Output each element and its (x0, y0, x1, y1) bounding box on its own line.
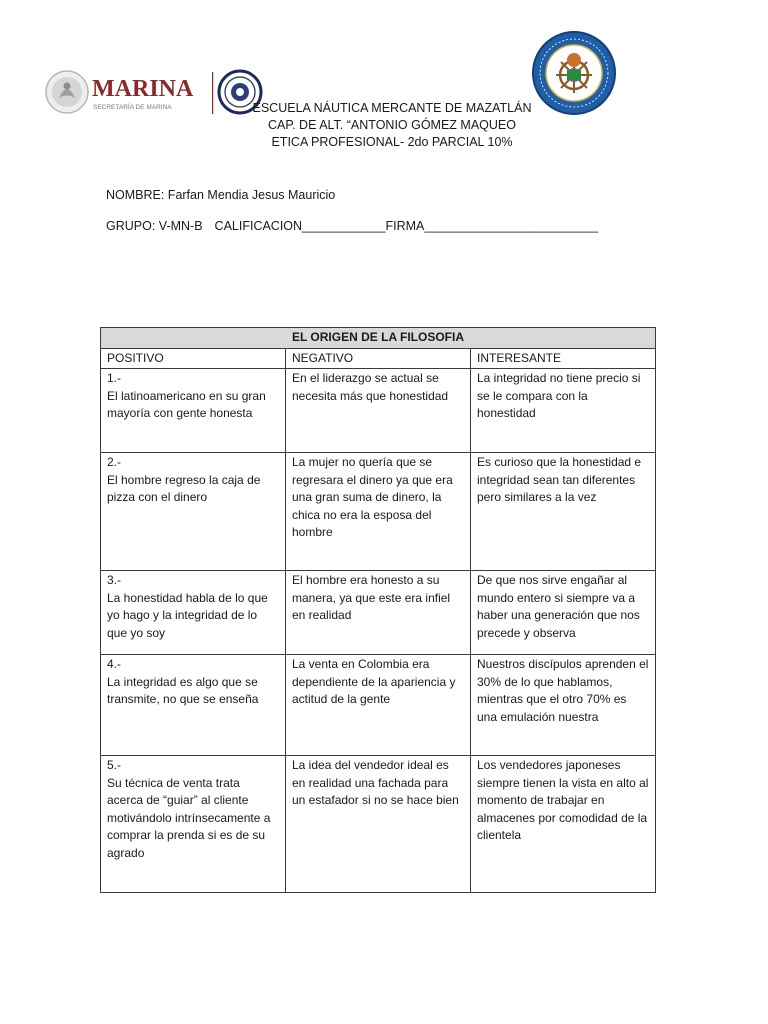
table-title: EL ORIGEN DE LA FILOSOFIA (101, 328, 656, 349)
cell-interesante: Nuestros discípulos aprenden el 30% de lo que hablamos, mientras que el otro 70% es una emulación nuestra (471, 655, 656, 756)
group-field: GRUPO: V-MN-B (106, 219, 203, 233)
student-fields (106, 188, 598, 233)
document-header (238, 100, 546, 151)
table-row (101, 655, 656, 756)
positivo-text: La integridad es algo que se transmite, no que se enseña (107, 674, 259, 706)
marina-wordmark: MARINA (92, 76, 194, 102)
cell-positivo (101, 655, 286, 756)
cell-positivo (101, 453, 286, 571)
cell-interesante: De que nos sirve engañar al mundo entero si siempre va a haber una generación que nos precede y observa (471, 571, 656, 655)
table-row (101, 571, 656, 655)
cell-interesante: Es curioso que la honestidad e integridad sean tan diferentes pero similares a la vez (471, 453, 656, 571)
table-row (101, 453, 656, 571)
table-row (101, 756, 656, 893)
table-row (101, 369, 656, 453)
national-eagle-emblem-icon (46, 71, 88, 113)
marina-logo (42, 68, 267, 120)
row-number: 4.- (107, 657, 122, 671)
positivo-text: La honestidad habla de lo que yo hago y la integridad de lo que yo soy (107, 590, 268, 640)
cell-positivo (101, 369, 286, 453)
group-grade-signature-line (106, 219, 598, 233)
cell-positivo (101, 756, 286, 893)
positivo-text: Su técnica de venta trata acerca de “guiar” al cliente motivándolo intrínsecamente a comprar la prenda si es de su agrado (107, 775, 271, 860)
school-name: ESCUELA NÁUTICA MERCANTE DE MAZATLÁN (252, 101, 532, 115)
philosophy-table (100, 327, 656, 893)
cell-positivo (101, 571, 286, 655)
positivo-text: El latinoamericano en su gran mayoría con gente honesta (107, 388, 266, 420)
course-title: ETICA PROFESIONAL- 2do PARCIAL 10% (271, 135, 513, 149)
row-number: 5.- (107, 758, 122, 772)
cell-negativo: La idea del vendedor ideal es en realidad una fachada para un estafador si no se hace bien (286, 756, 471, 893)
marina-subtext: SECRETARÍA DE MARINA (93, 104, 172, 111)
cell-interesante: Los vendedores japoneses siempre tienen la vista en alto al momento de trabajar en almacenes por comodidad de la clientela (471, 756, 656, 893)
cell-interesante: La integridad no tiene precio si se le compara con la honestidad (471, 369, 656, 453)
column-header-negativo: NEGATIVO (286, 348, 471, 369)
student-name: NOMBRE: Farfan Mendia Jesus Mauricio (106, 188, 336, 202)
row-number: 2.- (107, 455, 122, 469)
column-header-interesante: INTERESANTE (471, 348, 656, 369)
cell-negativo: En el liderazgo se actual se necesita más que honestidad (286, 369, 471, 453)
cell-negativo: La venta en Colombia era dependiente de la apariencia y actitud de la gente (286, 655, 471, 756)
column-header-positivo: POSITIVO (101, 348, 286, 369)
positivo-text: El hombre regreso la caja de pizza con el dinero (107, 472, 261, 504)
row-number: 3.- (107, 573, 122, 587)
grade-signature-field: CALIFICACION____________FIRMA_________________________ (214, 219, 599, 233)
school-captain-name: CAP. DE ALT. “ANTONIO GÓMEZ MAQUEO (268, 118, 516, 132)
cell-negativo: La mujer no quería que se regresara el dinero ya que era una gran suma de dinero, la chica no era la esposa del hombre (286, 453, 471, 571)
cell-negativo: El hombre era honesto a su manera, ya que este era infiel en realidad (286, 571, 471, 655)
row-number: 1.- (107, 371, 122, 385)
